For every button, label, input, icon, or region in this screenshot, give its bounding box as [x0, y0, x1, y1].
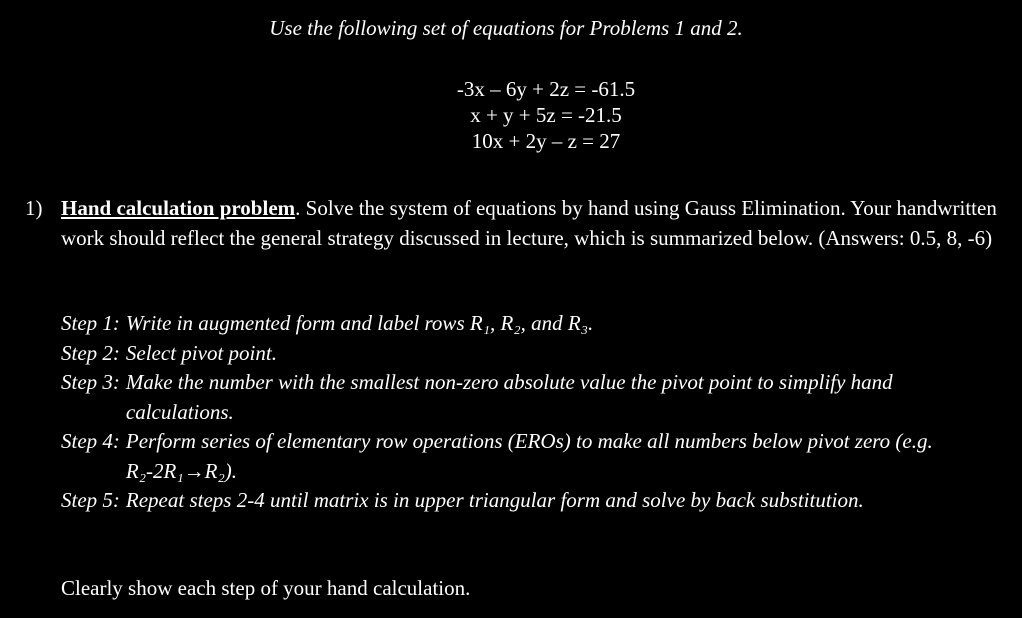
step-text: Repeat steps 2-4 until matrix is in upper triangular form and solve by back substitution.: [125, 488, 864, 512]
strategy-steps: [61, 309, 1001, 516]
step-text: Select pivot point.: [125, 340, 277, 365]
problem-text: [61, 193, 1001, 253]
equation-1: -3x – 6y + 2z = -61.5: [456, 77, 636, 101]
problem-body: . Solve the system of equations by hand using Gauss Elimination. Your handwritten work should reflect the general strategy discussed in lecture, which is summarized below. (Answers: 0.5, 8, -6): [61, 196, 997, 250]
equation-system: [0, 76, 1022, 154]
step-2: [61, 339, 1001, 369]
closing-instruction: Clearly show each step of your hand calculation.: [61, 576, 471, 600]
intro-text: [0, 14, 1022, 42]
step-4: [61, 427, 1001, 486]
step-label: Step 5:: [61, 488, 120, 512]
step-label: Step 4:: [61, 429, 120, 453]
equation-3: 10x + 2y – z = 27: [471, 129, 621, 153]
step-label: Step 2:: [61, 340, 120, 365]
equation-2: x + y + 5z = -21.5: [470, 103, 622, 127]
step-5: [61, 486, 1001, 516]
problem-heading: Hand calculation problem: [61, 196, 296, 220]
intro-sentence: Use the following set of equations for Problems 1 and 2.: [269, 16, 743, 40]
step-text: Write in augmented form and label rows R₁, R₂, and R₃.: [125, 311, 594, 335]
step-text: Perform series of elementary row operations (EROs) to make all numbers below pivot zero (e.g. R₂-2R₁→R₂).: [125, 429, 933, 483]
step-label: Step 1:: [61, 311, 120, 335]
step-3: [61, 368, 1001, 427]
step-text: Make the number with the smallest non-zero absolute value the pivot point to simplify hand calculations.: [125, 370, 893, 424]
step-1: [61, 309, 1001, 339]
problem-number: 1): [25, 196, 43, 220]
step-label: Step 3:: [61, 370, 120, 394]
